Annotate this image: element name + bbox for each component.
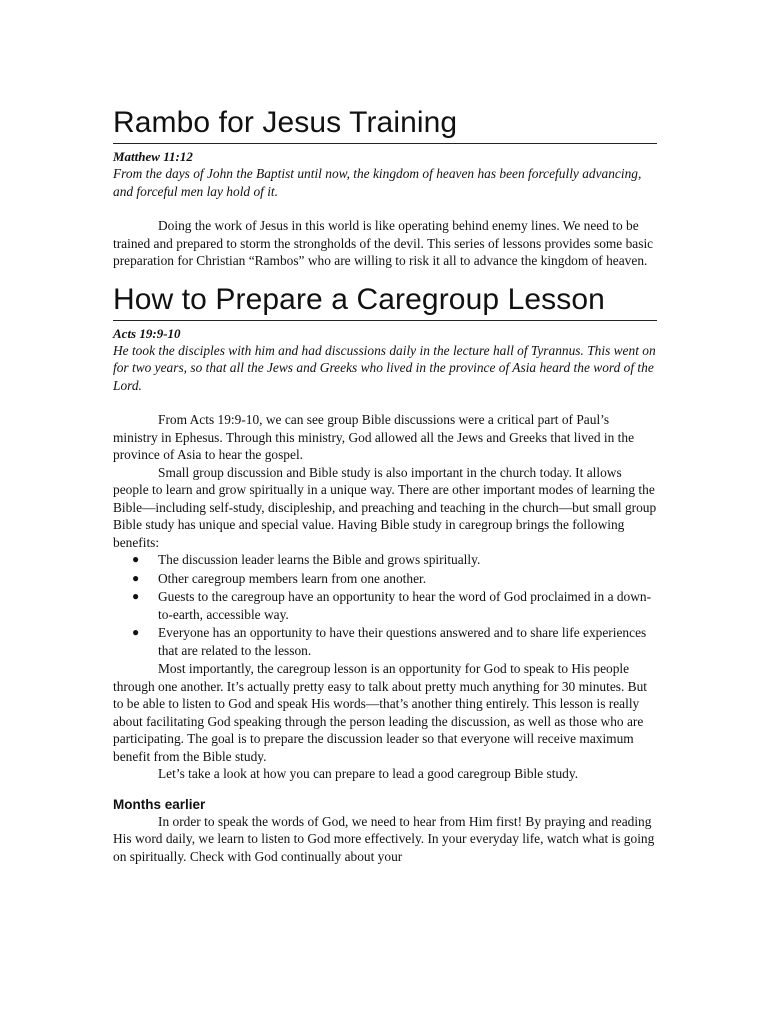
intro-paragraph: Doing the work of Jesus in this world is like operating behind enemy lines. We need to be trained and prepared to storm the strongholds of the devil. This series of lessons provides some basic preparation for Christian “Rambos” who are willing to risk it all to advance the kingdom of heaven. bbox=[113, 218, 654, 268]
bullet-icon: ● bbox=[132, 625, 140, 639]
scripture-verse: From the days of John the Baptist until now, the kingdom of heaven has been forcefully advancing, and forceful men lay hold of it. bbox=[113, 166, 642, 199]
document-content bbox=[113, 104, 657, 865]
body-paragraph: Most importantly, the caregroup lesson is an opportunity for God to speak to His people through one another. It’s actually pretty easy to talk about pretty much anything for 30 minutes. But to be able to listen to God and speak His words—that’s another thing entirely. This lesson is really about facilitating God speaking through the person leading the discussion, as well as those who are participating. The goal is to prepare the discussion leader so that everyone will receive maximum benefit from the Bible study. bbox=[113, 661, 648, 764]
list-item-text: Everyone has an opportunity to have their questions answered and to share life experiences that are related to the lesson. bbox=[158, 625, 647, 658]
body-paragraph: Small group discussion and Bible study is also important in the church today. It allows people to learn and grow spiritually in a unique way. There are other important modes of learning the Bible—including self-study, discipleship, and preaching and teaching in the church—but small group Bible study has unique and special value. Having Bible study in caregroup brings the following benefits: bbox=[113, 464, 657, 550]
section-title-rambo: Rambo for Jesus Training bbox=[113, 104, 657, 144]
list-item bbox=[132, 570, 657, 588]
scripture-reference: Acts 19:9-10 bbox=[113, 325, 181, 341]
list-item-text: The discussion leader learns the Bible and grows spiritually. bbox=[158, 552, 481, 567]
list-item bbox=[132, 551, 657, 569]
list-item-text: Guests to the caregroup have an opportunity to hear the word of God proclaimed in a down-to-earth, accessible way. bbox=[158, 589, 652, 622]
body-paragraph: Let’s take a look at how you can prepare to lead a good caregroup Bible study. bbox=[158, 766, 579, 781]
bullet-icon: ● bbox=[132, 552, 140, 566]
scripture-verse: He took the disciples with him and had discussions daily in the lecture hall of Tyrannus. This went on for two years, so that all the Jews and Greeks who lived in the province of Asia heard the word of the Lord. bbox=[113, 342, 656, 393]
section-title-caregroup: How to Prepare a Caregroup Lesson bbox=[113, 281, 657, 321]
body-paragraph: In order to speak the words of God, we need to hear from Him first! By praying and reading His word daily, we learn to listen to God more effectively. In your everyday life, watch what is going on spiritually. Check with God continually about your bbox=[113, 813, 655, 864]
scripture-reference: Matthew 11:12 bbox=[113, 149, 193, 164]
subsection-heading: Months earlier bbox=[113, 796, 206, 812]
benefits-list bbox=[113, 551, 657, 659]
bullet-icon: ● bbox=[132, 589, 140, 603]
bullet-icon: ● bbox=[132, 570, 140, 585]
body-paragraph: From Acts 19:9-10, we can see group Bible discussions were a critical part of Paul’s ministry in Ephesus. Through this ministry, God allowed all the Jews and Greeks that lived in the province of Asia to hear the gospel. bbox=[113, 412, 635, 462]
list-item bbox=[132, 588, 657, 623]
list-item bbox=[132, 624, 657, 659]
list-item-text: Other caregroup members learn from one another. bbox=[158, 570, 427, 586]
